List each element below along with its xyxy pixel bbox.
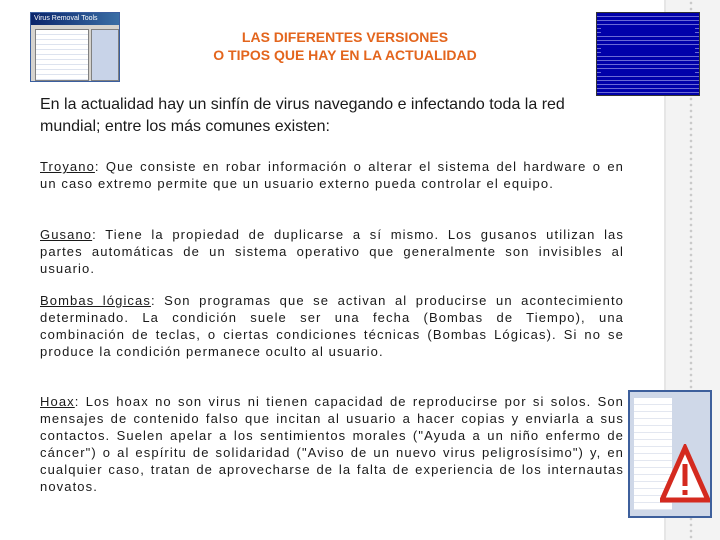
item-term: Gusano	[40, 227, 93, 242]
warning-screenshot	[628, 390, 712, 518]
item-term: Bombas lógicas	[40, 293, 151, 308]
item-text: : Tiene la propiedad de duplicarse a sí mismo. Los gusanos utilizan las partes automáticas de un sistema operativo que generalmente son invisibles al usuario.	[40, 227, 624, 276]
blue-screen-screenshot	[596, 12, 700, 96]
item-text: : Que consiste en robar información o alterar el sistema del hardware o en un caso extremo permite que un usuario externo pueda controlar el equipo.	[40, 159, 624, 191]
item-text: : Son programas que se activan al producirse un acontecimiento determinado. La condición suele ser una fecha (Bombas de Tiempo), una combinación de teclas, o ciertas condiciones técnicas (Bombas Lógicas). Si no se produce la condición permanece oculto al usuario.	[40, 293, 624, 359]
item-gusano	[40, 226, 624, 277]
item-term: Hoax	[40, 394, 75, 409]
bsod-gap	[601, 27, 695, 33]
intro-paragraph: En la actualidad hay un sinfín de virus navegando e infectando toda la red mundial; entre los más comunes existen:	[40, 96, 565, 135]
title-line-1: LAS DIFERENTES VERSIONES	[241, 29, 449, 45]
title-line-2: O TIPOS QUE HAY EN LA ACTUALIDAD	[213, 47, 477, 63]
item-text: : Los hoax no son virus ni tienen capacidad de reproducirse por si solos. Son mensajes de contenido falso que incitan al usuario a hacer copias y enviarla a sus contactos. Suelen apelar a los sentimientos morales ("Ayuda a un niño enfermo de cáncer") o al espíritu de solidaridad ("Aviso de un nuevo virus peligrosísimo") y, en cualquier caso, tratan de aprovecharse de la falta de experiencia de los internautas novatos.	[40, 394, 624, 494]
bsod-gap	[601, 69, 695, 75]
item-bombas-logicas	[40, 292, 624, 360]
item-hoax	[40, 393, 624, 495]
tool-window-side-panel	[91, 29, 119, 81]
tool-window-list	[35, 29, 89, 81]
item-troyano	[40, 158, 624, 192]
tool-window-title: Virus Removal Tools	[31, 13, 119, 25]
bsod-gap	[601, 47, 695, 53]
warning-icon	[660, 444, 710, 504]
page-title	[150, 28, 540, 64]
item-term: Troyano	[40, 159, 95, 174]
virus-removal-tool-screenshot	[30, 12, 120, 82]
